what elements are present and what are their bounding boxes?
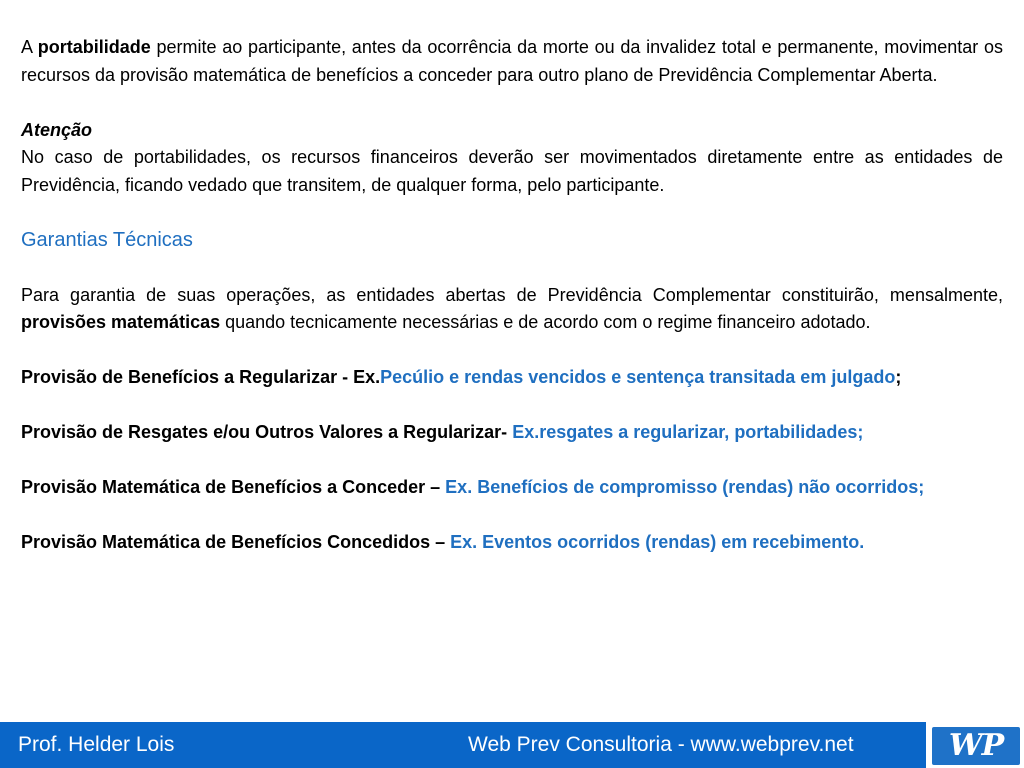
provision-item-1 xyxy=(21,364,1003,392)
p1-bold-term: portabilidade xyxy=(37,37,151,57)
provision-label: Provisão de Benefícios a Regularizar - Ex. xyxy=(21,367,381,387)
provision-example: Ex.resgates a regularizar, portabilidades; xyxy=(512,422,864,442)
p2-prefix: Para garantia de suas operações, as entidades abertas de Previdência Complementar constituirão, mensalmente, xyxy=(21,284,1003,305)
spacer xyxy=(21,392,1003,420)
portability-paragraph xyxy=(21,34,1003,89)
footer-bar xyxy=(0,722,1024,768)
spacer xyxy=(21,199,1003,227)
footer-author: Prof. Helder Lois xyxy=(18,733,175,756)
provision-label: Provisão Matemática de Benefícios Concedidos – xyxy=(21,532,451,552)
section-title: Garantias Técnicas xyxy=(21,228,193,251)
spacer xyxy=(21,337,1003,365)
spacer xyxy=(21,254,1003,282)
p1-prefix: A xyxy=(21,37,38,57)
provision-label: Provisão de Resgates e/ou Outros Valores a Regularizar- xyxy=(21,422,513,442)
provision-label: Provisão Matemática de Benefícios a Conceder – xyxy=(21,477,446,497)
provision-example: Ex. Eventos ocorridos (rendas) em recebimento. xyxy=(450,532,865,552)
p2-bold-term: provisões matemáticas xyxy=(21,312,221,332)
spacer xyxy=(21,89,1003,117)
guarantee-paragraph xyxy=(21,282,1003,337)
attention-title-text: Atenção xyxy=(21,119,93,140)
provision-example: Ex. Benefícios de compromisso (rendas) não ocorridos; xyxy=(445,477,925,497)
provision-item-2 xyxy=(21,419,1003,447)
footer-company: Web Prev Consultoria - www.webprev.net xyxy=(468,733,854,756)
p2-rest: quando tecnicamente necessárias e de acordo com o regime financeiro adotado. xyxy=(220,312,871,332)
slide-content xyxy=(21,34,1003,557)
spacer xyxy=(21,447,1003,475)
provision-suffix: ; xyxy=(895,367,902,387)
provision-item-3 xyxy=(21,474,1003,502)
provision-example: Pecúlio e rendas vencidos e sentença transitada em julgado xyxy=(380,367,896,387)
logo-text: WP xyxy=(948,728,1004,763)
p1-rest: permite ao participante, antes da ocorrência da morte ou da invalidez total e permanente, movimentar os recursos da provisão matemática de benefícios a conceder para outro plano de Previdência Complementar Aberta. xyxy=(21,37,1003,85)
attention-paragraph: No caso de portabilidades, os recursos financeiros deverão ser movimentados diretamente entre as entidades de Previdência, ficando vedado que transitem, de qualquer forma, pelo participante. xyxy=(21,147,1003,195)
logo xyxy=(926,722,1024,768)
spacer xyxy=(21,502,1003,530)
logo-badge xyxy=(932,727,1020,765)
attention-title xyxy=(21,117,1003,145)
provision-item-4 xyxy=(21,529,1003,557)
